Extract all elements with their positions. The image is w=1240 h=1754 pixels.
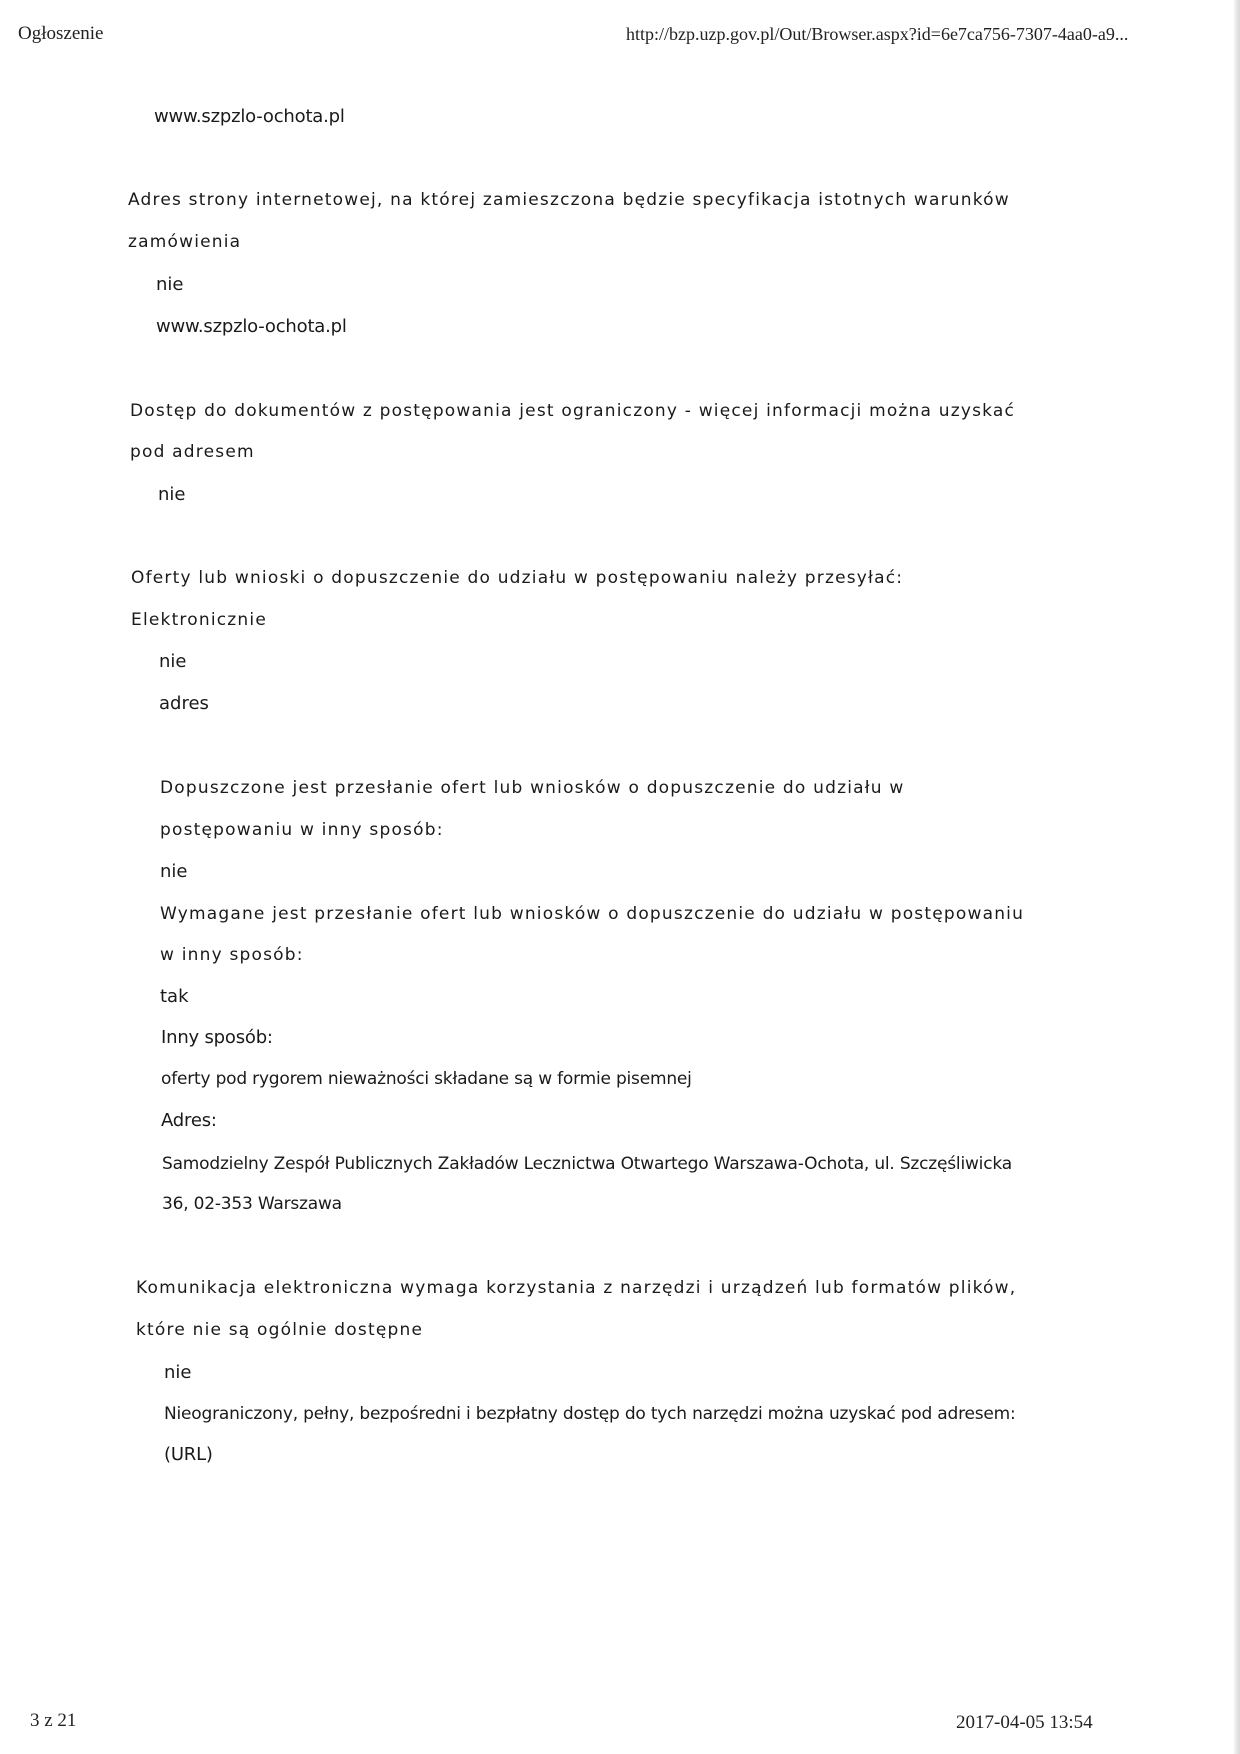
address-value-line2: 36, 02-353 Warszawa (162, 1194, 342, 1214)
access-label-line2: pod adresem (130, 442, 255, 462)
address-value-line1: Samodzielny Zespół Publicznych Zakładów Lecznictwa Otwartego Warszawa-Ochota, ul. Szczęśliwicka (162, 1154, 1012, 1174)
siwz-url: www.szpzlo-ochota.pl (156, 316, 347, 337)
comm-label-line1: Komunikacja elektroniczna wymaga korzystania z narzędzi i urządzeń lub formatów plików, (136, 1278, 1017, 1298)
allowed-other-label-line2: postępowaniu w inny sposób: (160, 820, 444, 840)
print-timestamp: 2017-04-05 13:54 (956, 1712, 1093, 1733)
header-url: http://bzp.uzp.gov.pl/Out/Browser.aspx?id=6e7ca756-7307-4aa0-a9... (626, 24, 1129, 44)
access-label-line1: Dostęp do dokumentów z postępowania jest ograniczony - więcej informacji można uzyskać (130, 401, 1016, 421)
required-other-value: tak (160, 986, 189, 1007)
allowed-other-value: nie (160, 861, 188, 882)
address-label: Adres: (161, 1110, 217, 1131)
other-way-label: Inny sposób: (161, 1027, 273, 1048)
other-way-value: oferty pod rygorem nieważności składane są w formie pisemnej (161, 1069, 692, 1089)
allowed-other-label-line1: Dopuszczone jest przesłanie ofert lub wniosków o dopuszczenie do udziału w (160, 778, 905, 798)
tools-access-label: Nieograniczony, pełny, bezpośredni i bezpłatny dostęp do tych narzędzi można uzyskać pod adresem: (164, 1404, 1016, 1424)
electronic-value: nie (159, 651, 187, 672)
siwz-address-label-line1: Adres strony internetowej, na której zamieszczona będzie specyfikacja istotnych warunków (128, 190, 1010, 210)
required-other-label-line1: Wymagane jest przesłanie ofert lub wniosków o dopuszczenie do udziału w postępowaniu (160, 904, 1025, 924)
required-other-label-line2: w inny sposób: (160, 945, 304, 965)
access-value: nie (158, 484, 186, 505)
electronic-address: adres (159, 693, 209, 714)
comm-label-line2: które nie są ogólnie dostępne (136, 1320, 424, 1340)
siwz-address-label-line2: zamówienia (128, 232, 242, 252)
tools-url: (URL) (164, 1444, 213, 1465)
contractor-url: www.szpzlo-ochota.pl (154, 106, 345, 127)
comm-value: nie (164, 1362, 192, 1383)
page-edge-shadow (1234, 0, 1240, 1754)
page-number: 3 z 21 (30, 1710, 77, 1731)
electronic-label: Elektronicznie (131, 610, 267, 630)
offers-label: Oferty lub wnioski o dopuszczenie do udziału w postępowaniu należy przesyłać: (131, 568, 904, 588)
siwz-address-value: nie (156, 274, 184, 295)
header-title: Ogłoszenie (18, 23, 104, 44)
